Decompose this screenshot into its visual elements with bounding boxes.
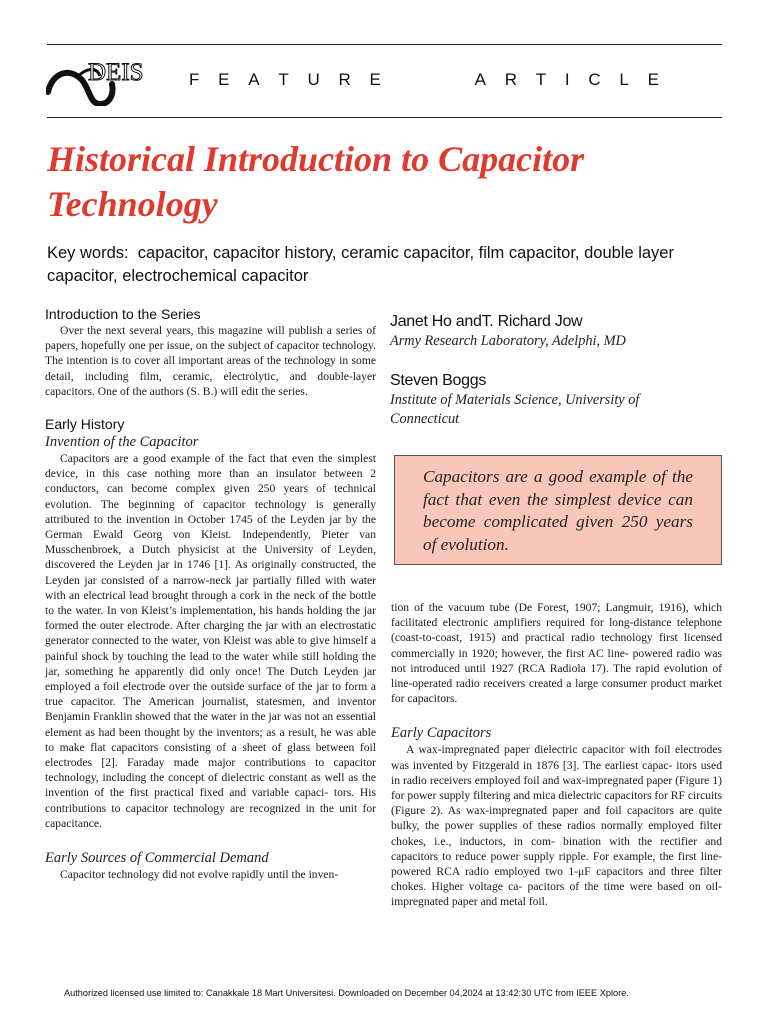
left-column	[45, 305, 376, 882]
author-name-ho-jow: Janet Ho andT. Richard Jow	[390, 313, 583, 330]
early-history-heading: Early History	[45, 416, 125, 433]
feature-letter: R	[504, 70, 517, 89]
section-label-feature-article	[189, 70, 659, 90]
feature-letter: A	[474, 70, 486, 89]
intro-heading: Introduction to the Series	[45, 306, 201, 322]
demand-subheading: Early Sources of Commercial Demand	[45, 850, 269, 867]
invention-subheading: Invention of the Capacitor	[45, 434, 199, 451]
early-capacitors-paragraph: A wax-impregnated paper dielectric capacitor with foil electrodes was invented by Fitzgerald in 1876 [3]. The earliest capac- itors used in radio receivers employed foil and wax-impregnated paper (Figure 1) for power supply filtering and mica dielectric capacitors for RF circuits (Figure 2). As wax-impregnated paper and foil capacitors are quite bulky, the power supplies of these radios normally employed filter chokes, i.e., inductors, in com- bination with the rectifier and capacitors to reduce power supply ripple. For example, the first line-powered RCA radio employed two 1-μF capacitors and three filter chokes. Higher voltage ca- pacitors of the time were based on oil-impregnated paper and metal foil.	[391, 743, 722, 909]
demand-paragraph: Capacitor technology did not evolve rapidly until the inven-	[60, 868, 339, 882]
feature-letter: T	[535, 70, 547, 89]
logo-text: DEIS	[88, 59, 144, 86]
keywords-label: Key words:	[47, 244, 129, 262]
header-top-rule	[47, 44, 722, 45]
right-column	[391, 600, 722, 910]
invention-paragraph: Capacitors are a good example of the fact that even the simplest device, in this case nothing more than an insulator between 2 conductors, can become complex given 250 years of technical evolution. The beginning of capacitor technology is generally attributed to the invention in October 1745 of the Leyden jar by the German Ewald Georg von Kleist. Independently, Pieter van Musschenbroek, a Dutch physicist at the University of Leyden, discovered the Leyden jar in 1746 [1]. As originally constructed, the Leyden jar consisted of a narrow-neck jar partially filled with water with an electrical lead brought through a cork in the neck of the bottle to the water. In von Kleist’s implementation, his hands holding the jar formed the outer electrode. After charging the jar with an electrostatic generator connected to the water, von Kleist was able to give himself a painful shock by touching the lead to the water while still holding the jar, something he apparently did only once! The Dutch Leyden jar employed a foil electrode over the outside surface of the jar to form a true capacitor. The American journalist, statesmen, and inventor Benjamin Franklin showed that the water in the jar was not an essential element as had been thought by the inventors; as a result, he was able to make flat capacitors consisting of a sheet of glass between foil electrodes [2]. Faraday made major contributions to capacitor technology, including the concept of dielectric constant as well as the invention of the first practical fixed and variable capaci- tors. His contributions to capacitor technology are recognized in the unit for capacitance.	[45, 452, 376, 830]
authors-block	[390, 312, 690, 429]
header-bottom-rule	[47, 117, 722, 118]
continuation-paragraph: tion of the vacuum tube (De Forest, 1907; Langmuir, 1916), which facilitated electronic amplifiers required for long-distance telephone (coast-to-coast, 1915) and practical radio technology first licensed commercially in 1920; however, the first AC line- powered radio was not introduced until 1927 (RCA Radiola 17). The rapid evolution of line-operated radio receivers created a large consumer product market for capacitors.	[391, 601, 722, 706]
pull-quote-text: Capacitors are a good example of the fact that even the simplest device can become complicated given 250 years of evolution.	[423, 467, 693, 554]
early-capacitors-subheading: Early Capacitors	[391, 725, 492, 742]
author-affiliation-uconn: Institute of Materials Science, University of Connecticut	[390, 392, 640, 427]
feature-letter: R	[338, 70, 351, 89]
keywords	[47, 242, 727, 288]
author-affiliation-arl: Army Research Laboratory, Adelphi, MD	[390, 333, 626, 349]
feature-letter: T	[278, 70, 289, 89]
feature-letter: U	[307, 70, 320, 89]
keywords-text: capacitor, capacitor history, ceramic capacitor, film capacitor, double layer capacitor, electrochemical capacitor	[47, 244, 674, 285]
pull-quote-box	[394, 455, 722, 565]
author-name-boggs: Steven Boggs	[390, 372, 487, 389]
feature-letter: F	[189, 70, 200, 89]
feature-letter: E	[369, 70, 381, 89]
feature-letter: L	[619, 70, 629, 89]
feature-letter: A	[248, 70, 260, 89]
intro-paragraph: Over the next several years, this magazine will publish a series of papers, hopefully one per issue, on the subject of capacitor technology. The intention is to cover all important areas of the technology in some detail, including film, ceramic, electrolytic, and double-layer capacitors. One of the authors (S. B.) will edit the series.	[45, 324, 376, 398]
license-footer: Authorized licensed use limited to: Canakkale 18 Mart Universitesi. Downloaded on December 04,2024 at 13:42:30 UTC from IEEE Xplore.	[64, 988, 629, 998]
feature-letter: C	[588, 70, 601, 89]
feature-letter: E	[218, 70, 230, 89]
feature-letter: E	[647, 70, 659, 89]
article-title: Historical Introduction to Capacitor Technology	[47, 139, 585, 224]
deis-logo-icon	[46, 54, 146, 106]
feature-letter: I	[564, 70, 570, 89]
